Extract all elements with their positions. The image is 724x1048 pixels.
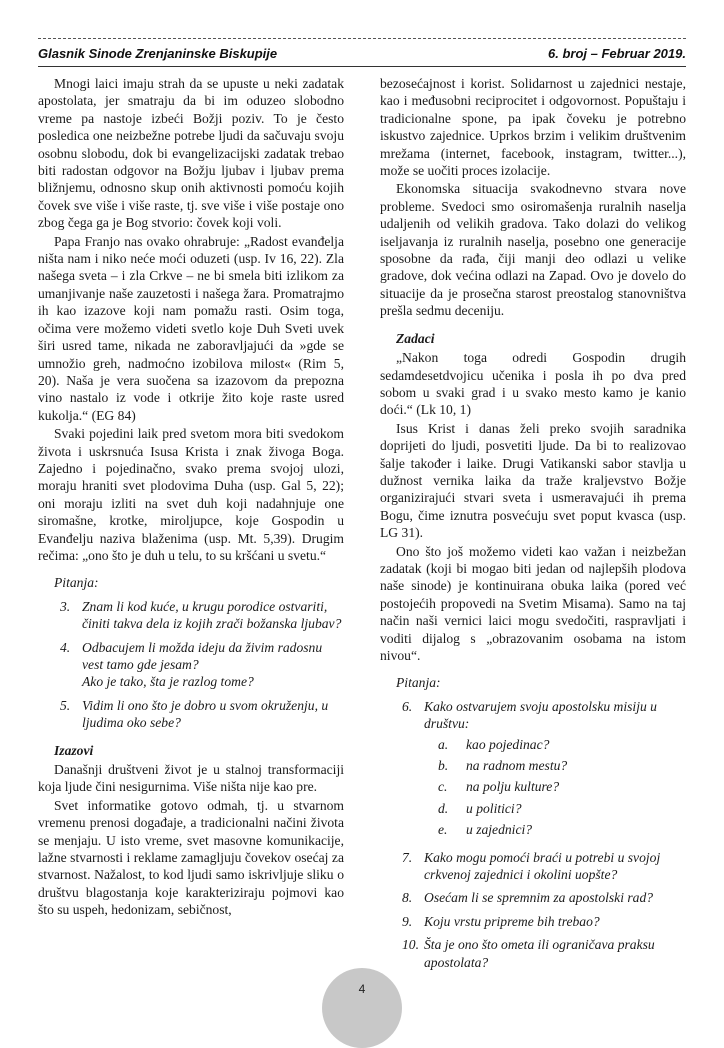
- questions-label: Pitanja:: [396, 675, 441, 691]
- publication-title: Glasnik Sinode Zrenjaninske Biskupije: [38, 46, 278, 61]
- question-item: 8. Osećam li se spremnim za apostolski rad?: [402, 890, 654, 906]
- question-item: 4. Odbacujem li možda ideju da živim radosnu vest tamo gde jesam? Ako je tako, šta je razlog tome?: [60, 639, 323, 690]
- question-item: 6. Kako ostvarujem svoju apostolsku misiju u društvu: a. kao pojedinac? b. na radnom mestu? c. na polju kulture? d. u politici? e. u zajednici?: [380, 698, 686, 843]
- questions-list: [38, 598, 344, 732]
- section-heading: Izazovi: [54, 742, 94, 758]
- question-item: 10. Šta je ono što ometa ili ograničava praksu apostolata?: [402, 937, 655, 970]
- question-item: 3. Znam li kod kuće, u krugu porodice ostvariti, činiti takva dela iz kojih zrači božanska ljubav?: [60, 598, 342, 632]
- question-item: 9. Koju vrstu pripreme bih trebao?: [402, 913, 600, 929]
- paragraph: Današnji društveni život je u stalnoj transformaciji koja ljude čini nesigurnima. Više ništa nije kao pre.: [38, 762, 344, 795]
- top-dashed-rule: [38, 38, 686, 39]
- sub-question-item: d. u politici?: [438, 800, 522, 816]
- questions-label: Pitanja:: [54, 575, 99, 591]
- sub-question-item: c. na polju kulture?: [438, 779, 560, 795]
- paragraph: Papa Franjo nas ovako ohrabruje: „Radost evanđelja ništa nam i niko neće moći oduzeti (usp. Iv 16, 22). Zla našega sveta – i zla Crkve – ne bi smela biti izlikom za umanjivanje naše zauzetosti i našega žara. Promatrajmo ih kao izazove koji nam pomažu rasti. Osim toga, očima vere možemo videti svetlo koje Duh Sveti uvek širi usred tame, nikada ne zaboravljajući da »gde se umnožio greh, nadmoćno izobilova milost« (Rim 5, 20). Naša je vera suočena sa izazovom da prepozna vino nastalo iz vode i otkrije žito koje raste usred kukolja.“ (EG 84): [38, 233, 344, 423]
- sub-questions-list: [424, 736, 686, 839]
- paragraph: Svet informatike gotovo odmah, tj. u stvarnom vremenu prenosi događaje, a tradicionalni načini života se menjaju. U isto vreme, svet masovne komunikacije, lažne stvarnosti i reklame zamagljuju čovekov osećaj za stvarnost. Nažalost, to kod ljudi samo iskrivljuje sliku o društvu blagostanja koje karakteriziraju pojmovi kao što su uspeh, hedonizam, sebičnost,: [38, 797, 344, 918]
- paragraph: Ono što još možemo videti kao važan i neizbežan zadatak (koji bi mogao biti jedan od najlepših plodova naše sinode) je kontinuirana obuka laika (pored već postojećih propovedi na Svetim Misama). Samo na taj način naši vernici laici mogu svedočiti, raspravljati i voditi dijalog s „obrazovanim osobama na istom nivou“.: [380, 543, 686, 663]
- sub-question-item: b. na radnom mestu?: [438, 758, 568, 774]
- issue-date: 6. broj – Februar 2019.: [547, 46, 686, 61]
- paragraph: Ekonomska situacija svakodnevno stvara nove probleme. Svedoci smo osiromašenja ruralnih naselja udaljenih od velikih gradova. Tako dolazi do velikog iseljavanja iz ruralnih naselja, posebno one generacije sposobne da rađa, čiji manji deo odlazi u velike gradove, dok većina odlazi na Zapad. Ovo je dovelo do situacije da je prosečna starost preostalog stanovništva prešla sedmu deceniju.: [380, 181, 686, 319]
- question-item: 5. Vidim li ono što je dobro u svom okruženju, u ljudima oko sebe?: [60, 697, 329, 731]
- paragraph: „Nakon toga odredi Gospodin drugih sedamdesetdvojicu učenika i posla ih po dva pred sobom u svaki grad i u svako mesto kamo je kanio doći.“ (Lk 10, 1): [380, 350, 686, 418]
- section-heading: Zadaci: [396, 330, 435, 346]
- questions-list: [380, 698, 686, 971]
- paragraph: Svaki pojedini laik pred svetom mora biti svedokom života i uskrsnuća Isusa Krista i znak živoga Boga. Zajedno i pojedinačno, svako prema svojoj ulozi, moraju hraniti svet plodovima Duha (usp. Gal 5, 22); oni moraju izliti na svet duh koji nadahnjuje one siromašne, krotke, miroljupce, koje Gospodin u Evanđelju naziva blaženima (usp. Mt. 5,39). Drugim rečima: „ono što je duh u telu, to su kršćani u svetu.“: [38, 426, 344, 563]
- left-column: [38, 75, 344, 919]
- right-column: [380, 75, 686, 977]
- sub-question-item: e. u zajednici?: [438, 822, 533, 838]
- page-header: [38, 46, 686, 61]
- paragraph: Mnogi laici imaju strah da se upuste u neki zadatak apostolata, jer smatraju da bi im oduzeo slobodno vreme pa nastoje izbeći Božji poziv. To je često posledica one neizbežne potrebe ljudi da sačuvaju svoju osobnu slobodu, dok bi evangelizacijski zadatak trebao biti radostan odgovor na Božju ljubav i ljubav prema bližnjemu, odnosno skup onih aktivnosti pomoću kojih čovek sve više i više raste, tj. sve više i više postaje ono zbog čega ga je Bog stvorio: čovek koji voli.: [38, 76, 344, 231]
- paragraph: bezosećajnost i korist. Solidarnost u zajednici nestaje, kao i međusobni reciprocitet i odgovornost. Popuštaju i tradicionalne spone, pa ipak čoveku je potrebno iskustvo zajednice. Uprkos brzim i velikim društvenim mrežama (internet, facebook, instagram, twitter...), može se uočiti proces izolacije.: [380, 76, 686, 179]
- question-item: 7. Kako mogu pomoći braći u potrebi u svojoj crkvenoj zajednici i okolini uopšte?: [402, 849, 661, 883]
- sub-question-item: a. kao pojedinac?: [438, 736, 550, 752]
- page-number-badge: [322, 968, 402, 1048]
- header-rule: [38, 66, 686, 67]
- paragraph: Isus Krist i danas želi preko svojih saradnika doprijeti do ljudi, posvetiti ljude. Da bi to realizovao šalje također i laike. Drugi Vatikanski sabor stavlja u dužnost vernika laika da traže kraljevstvo Božje organizirajući stvari sveta i usmeravajući ih prema Bogu, čime iznutra posvećuju svet poput kvasca (usp. LG 31).: [380, 420, 686, 541]
- page-number: 4: [358, 982, 366, 996]
